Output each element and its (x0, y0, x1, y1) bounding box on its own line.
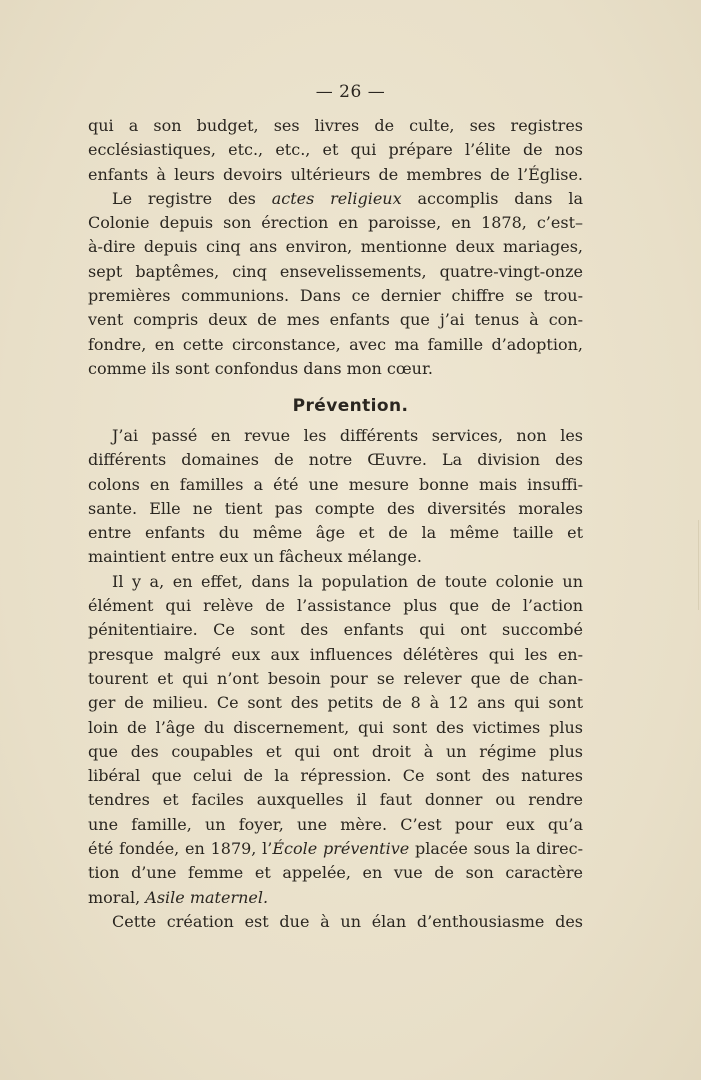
text-run: moral, (88, 887, 146, 907)
text-line: sante. Elle ne tient pas compte des diversités morales (88, 498, 583, 518)
text-line: Cette création est due à un élan d’enthousiasme des (112, 911, 583, 931)
text-line: comme ils sont confondus dans mon cœur. (88, 358, 433, 378)
text-line (88, 837, 583, 861)
text-line: maintient entre eux un fâcheux mélange. (88, 547, 422, 567)
text-line: pénitentiaire. Ce sont des enfants qui ont succombé (88, 620, 583, 640)
text-run: placée sous la direc- (409, 839, 583, 859)
text-line: élément qui relève de l’assistance plus que de l’action (88, 596, 583, 616)
text-run: Le registre des (112, 188, 272, 208)
text-line: qui a son budget, ses livres de culte, ses registres (88, 116, 583, 135)
text-line (88, 187, 583, 211)
text-line: presque malgré eux aux influences délétères qui les en- (88, 644, 583, 664)
paragraph-1 (88, 114, 583, 187)
text-line: différents domaines de notre Œuvre. La division des (88, 450, 583, 470)
text-block-bottom (88, 424, 583, 934)
text-run: accomplis dans la (401, 188, 583, 208)
text-line: vent compris deux de mes enfants que j’ai tenus à con- (88, 310, 583, 330)
italic-phrase: actes religieux (271, 188, 402, 208)
text-line: ger de milieu. Ce sont des petits de 8 à 12 ans qui sont (88, 693, 583, 713)
text-line: tendres et faciles auxquelles il faut donner ou rendre (88, 790, 583, 810)
text-line: tourent et qui n’ont besoin pour se relever que de chan- (88, 668, 583, 688)
paragraph-4 (88, 570, 583, 910)
text-line: J’ai passé en revue les différents services, non les (112, 426, 583, 445)
text-line: à-dire depuis cinq ans environ, mentionne deux mariages, (88, 237, 583, 257)
text-line: libéral que celui de la répression. Ce sont des natures (88, 766, 583, 786)
text-line: colons en familles a été une mesure bonne mais insuffi- (88, 474, 583, 494)
text-line: premières communions. Dans ce dernier chiffre se trou- (88, 286, 583, 306)
italic-phrase: École préventive (272, 839, 410, 859)
text-line: une famille, un foyer, une mère. C’est pour eux qu’a (88, 814, 583, 834)
text-line: loin de l’âge du discernement, qui sont des victimes plus (88, 717, 583, 737)
paragraph-5 (88, 910, 583, 934)
text-line: ecclésiastiques, etc., etc., et qui prépare l’élite de nos (88, 140, 583, 160)
page-edge-mark (684, 520, 699, 610)
paragraph-2 (88, 187, 583, 381)
text-line: enfants à leurs devoirs ultérieurs de membres de l’Église. (88, 164, 583, 184)
italic-phrase: Asile maternel. (145, 887, 269, 907)
text-line: Il y a, en effet, dans la population de toute colonie un (112, 571, 583, 591)
text-line: fondre, en cette circonstance, avec ma famille d’adoption, (88, 334, 583, 354)
text-line (88, 886, 583, 910)
text-line: que des coupables et qui ont droit à un régime plus (88, 741, 583, 761)
text-line: tion d’une femme et appelée, en vue de son caractère (88, 863, 583, 883)
text-run: été fondée, en 1879, l’ (88, 839, 273, 859)
paragraph-3 (88, 424, 583, 570)
page-number: — 26 — (315, 82, 386, 102)
text-line: sept baptêmes, cinq ensevelissements, quatre-vingt-onze (88, 261, 583, 281)
text-line: entre enfants du même âge et de la même taille et (88, 523, 583, 543)
text-block-top (88, 114, 583, 381)
text-line: Colonie depuis son érection en paroisse, en 1878, c’est– (88, 213, 583, 233)
section-heading: Prévention. (292, 396, 409, 416)
